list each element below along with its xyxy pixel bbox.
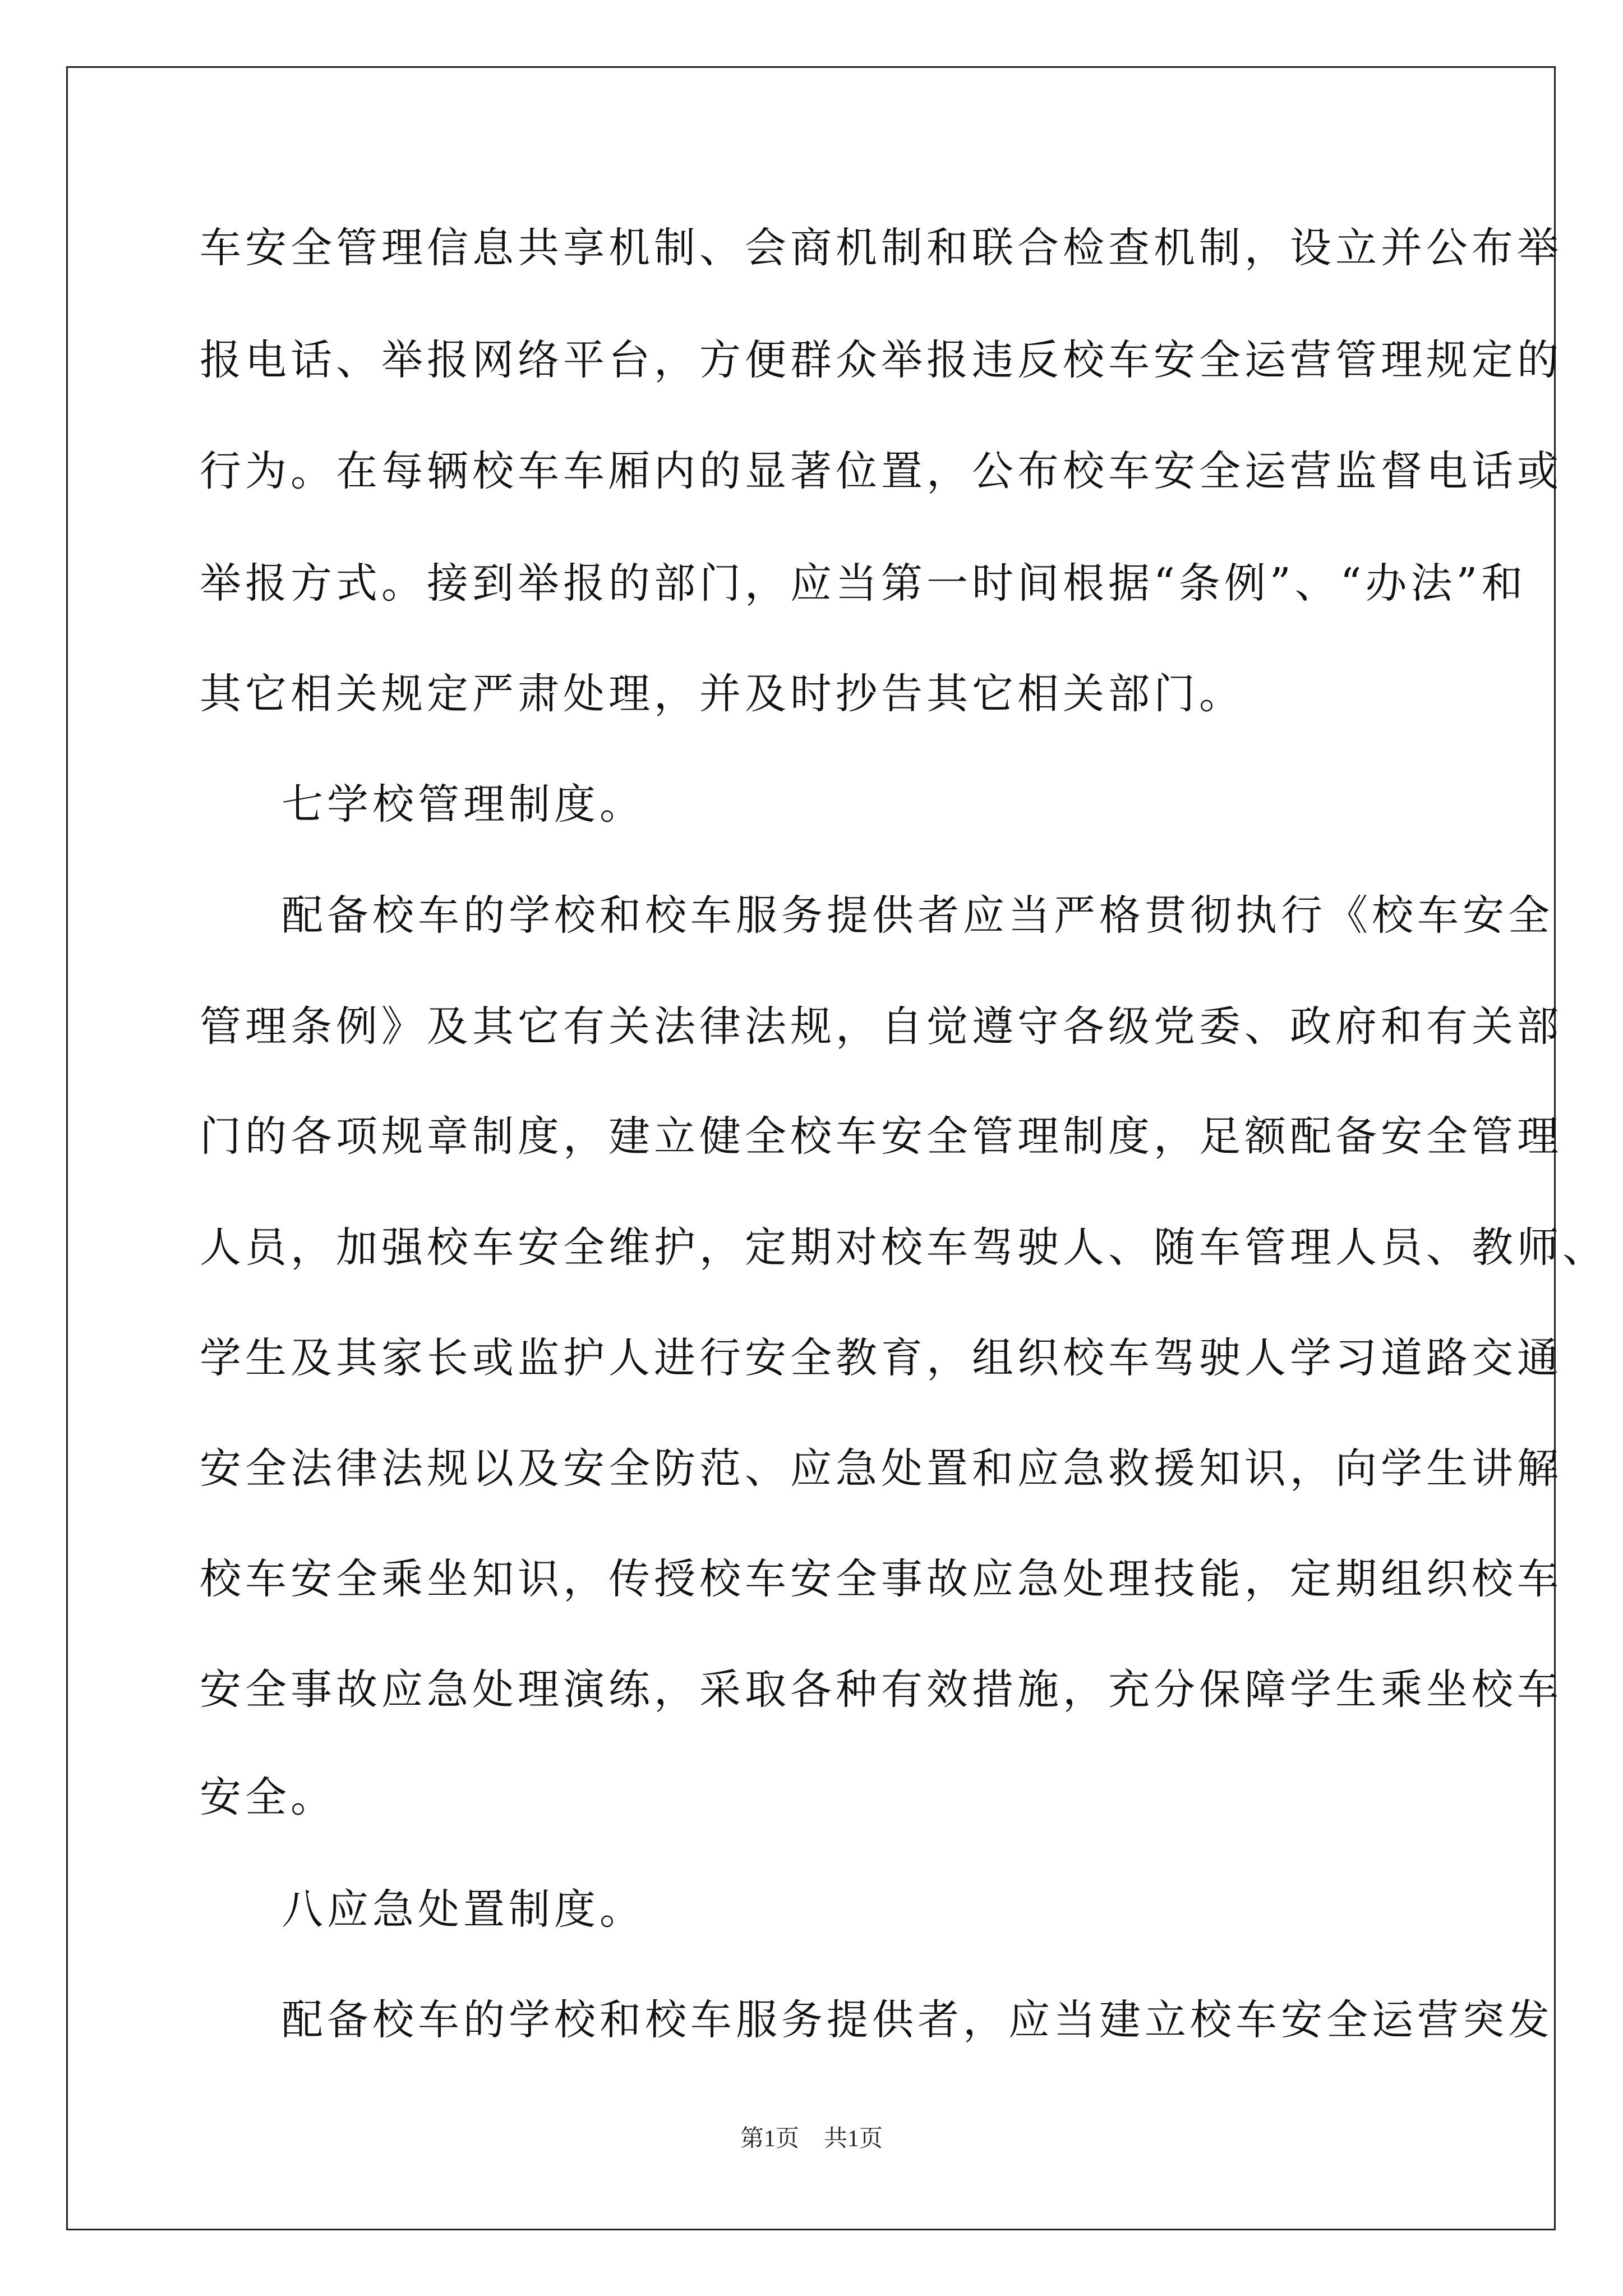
paragraph-line: 其它相关规定严肃处理，并及时抄告其它相关部门。 — [200, 670, 1244, 718]
paragraph-line: 安全事故应急处理演练，采取各种有效措施，充分保障学生乘坐校车 — [200, 1665, 1562, 1714]
paragraph-line: 安全。 — [200, 1773, 336, 1821]
section-heading: 八应急处置制度。 — [282, 1885, 645, 1934]
section-heading: 七学校管理制度。 — [282, 780, 645, 829]
paragraph-line: 车安全管理信息共享机制、会商机制和联合检查机制，设立并公布举 — [200, 224, 1562, 272]
paragraph-line: 人员，加强校车安全维护，定期对校车驾驶人、随车管理人员、教师、 — [200, 1223, 1608, 1272]
paragraph-line: 管理条例》及其它有关法律法规，自觉遵守各级党委、政府和有关部 — [200, 1002, 1562, 1051]
page-number: 第1页 — [740, 2126, 799, 2152]
paragraph-line: 学生及其家长或监护人进行安全教育，组织校车驾驶人学习道路交通 — [200, 1334, 1562, 1382]
paragraph-line: 配备校车的学校和校车服务提供者应当严格贯彻执行《校车安全 — [282, 891, 1553, 940]
paragraph-line: 校车安全乘坐知识，传授校车安全事故应急处理技能，定期组织校车 — [200, 1555, 1562, 1603]
paragraph-line: 配备校车的学校和校车服务提供者，应当建立校车安全运营突发 — [282, 1996, 1553, 2044]
paragraph-line: 安全法律法规以及安全防范、应急处置和应急救援知识，向学生讲解 — [200, 1444, 1562, 1493]
paragraph-line: 行为。在每辆校车车厢内的显著位置，公布校车安全运营监督电话或 — [200, 447, 1562, 495]
page-total: 共1页 — [824, 2126, 883, 2152]
paragraph-line: 门的各项规章制度，建立健全校车安全管理制度，足额配备安全管理 — [200, 1112, 1562, 1161]
paragraph-line: 报电话、举报网络平台，方便群众举报违反校车安全运营管理规定的 — [200, 336, 1562, 384]
paragraph-line: 举报方式。接到举报的部门，应当第一时间根据“条例”、“办法”和 — [200, 559, 1527, 608]
page-footer — [0, 2123, 1623, 2155]
